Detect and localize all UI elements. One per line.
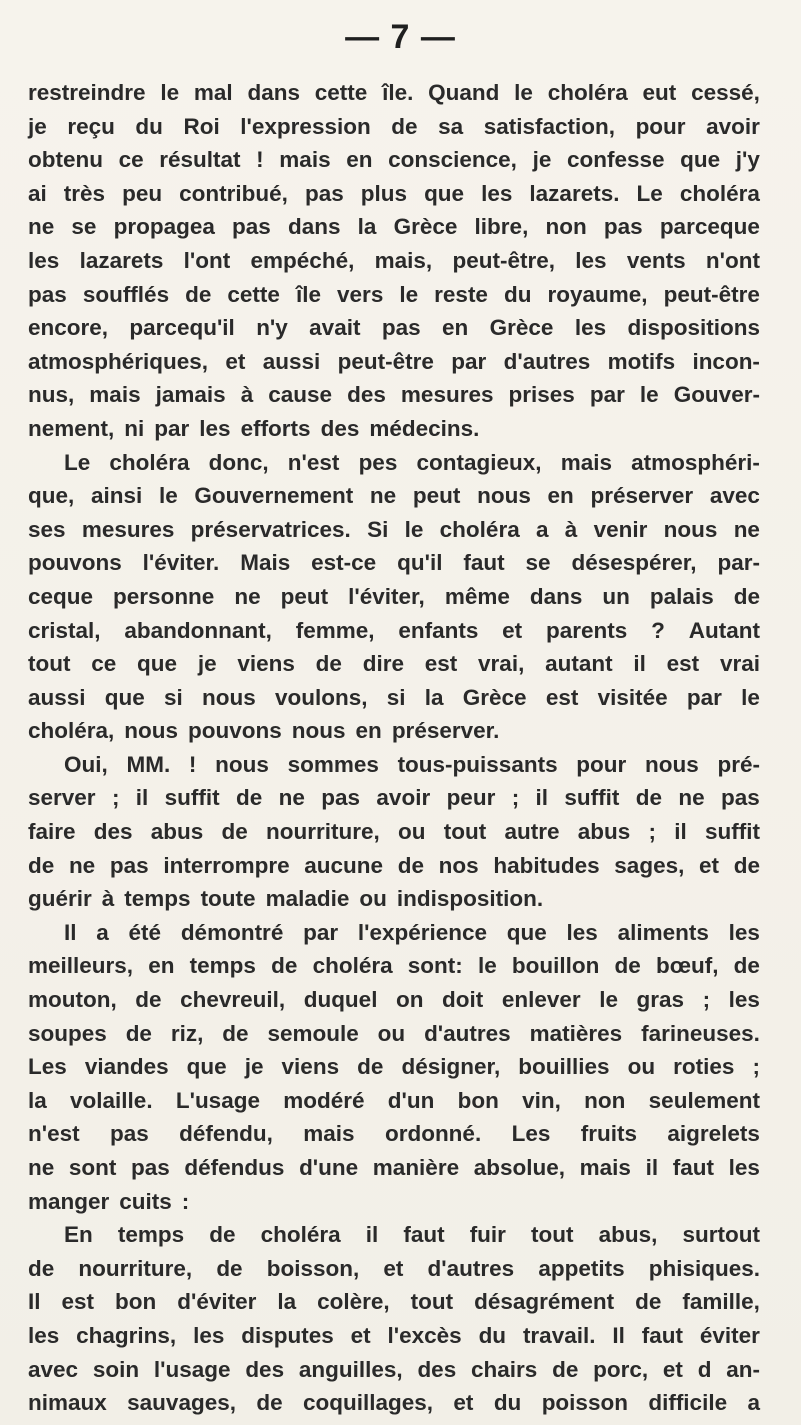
text-line: n'est pas défendu, mais ordonné. Les fruits aigrelets — [28, 1121, 760, 1147]
text-line: Il a été démontré par l'expérience que les aliments les — [64, 919, 760, 945]
text-line: encore, parcequ'il n'y avait pas en Grèce les dispositions — [28, 315, 760, 341]
text-line: ses mesures préservatrices. Si le choléra a à venir nous ne — [28, 516, 760, 542]
text-line: les chagrins, les disputes et l'excès du travail. Il faut éviter — [28, 1322, 760, 1348]
text-line: Oui, MM. ! nous sommes tous-puissants pour nous pré- — [64, 751, 760, 777]
text-line: ai très peu contribué, pas plus que les lazarets. Le choléra — [28, 180, 760, 206]
text-line: Il est bon d'éviter la colère, tout désagrément de famille, — [28, 1289, 760, 1315]
text-line: de ne pas interrompre aucune de nos habitudes sages, et de — [28, 852, 760, 878]
text-line: de nourriture, de boisson, et d'autres appetits phisiques. — [28, 1255, 760, 1281]
text-line: ceque personne ne peut l'éviter, même dans un palais de — [28, 583, 760, 609]
text-line: server ; il suffit de ne pas avoir peur ; il suffit de ne pas — [28, 785, 760, 811]
text-line: pouvons l'éviter. Mais est-ce qu'il faut se désespérer, par- — [28, 550, 760, 576]
text-line: soupes de riz, de semoule ou d'autres matières farineuses. — [28, 1020, 760, 1046]
text-line: guérir à temps toute maladie ou indisposition. — [28, 886, 544, 912]
text-line: les lazarets l'ont empéché, mais, peut-être, les vents n'ont — [28, 247, 760, 273]
text-line: nement, ni par les efforts des médecins. — [28, 415, 480, 441]
text-line: meilleurs, en temps de choléra sont: le bouillon de bœuf, de — [28, 953, 760, 979]
text-line: pas soufflés de cette île vers le reste du royaume, peut-être — [28, 281, 760, 307]
text-line: restreindre le mal dans cette île. Quand le choléra eut cessé, — [28, 80, 760, 105]
text-line: nus, mais jamais à cause des mesures prises par le Gouver- — [28, 382, 760, 408]
text-line: la volaille. L'usage modéré d'un bon vin, non seulement — [28, 1087, 760, 1113]
page-text — [28, 76, 760, 1420]
text-line: je reçu du Roi l'expression de sa satisfaction, pour avoir — [28, 113, 760, 139]
text-line: manger cuits : — [28, 1188, 190, 1214]
text-line: ne sont pas défendus d'une manière absolue, mais il faut les — [28, 1155, 760, 1180]
text-line: Les viandes que je viens de désigner, bouillies ou roties ; — [28, 1054, 760, 1080]
text-line: atmosphériques, et aussi peut-être par d'autres motifs incon- — [28, 348, 760, 374]
text-line: faire des abus de nourriture, ou tout autre abus ; il suffit — [28, 819, 760, 845]
text-line: En temps de choléra il faut fuir tout abus, surtout — [64, 1222, 760, 1248]
text-line: mouton, de chevreuil, duquel on doit enlever le gras ; les — [28, 987, 760, 1013]
text-line: ne se propagea pas dans la Grèce libre, non pas parceque — [28, 214, 760, 240]
text-line: aussi que si nous voulons, si la Grèce est visitée par le — [28, 684, 760, 710]
text-line: nimaux sauvages, de coquillages, et du poisson difficile a — [28, 1390, 760, 1416]
text-line: Le choléra donc, n'est pes contagieux, mais atmosphéri- — [64, 449, 760, 475]
text-line: obtenu ce résultat ! mais en conscience, je confesse que j'y — [28, 147, 760, 173]
text-line: avec soin l'usage des anguilles, des chairs de porc, et d an- — [28, 1356, 760, 1382]
text-line: que, ainsi le Gouvernement ne peut nous en préserver avec — [28, 483, 760, 509]
text-line: tout ce que je viens de dire est vrai, autant il est vrai — [28, 651, 760, 677]
text-line: choléra, nous pouvons nous en préserver. — [28, 718, 500, 744]
text-line: cristal, abandonnant, femme, enfants et parents ? Autant — [28, 617, 760, 643]
page-number: — 7 — — [345, 18, 456, 56]
